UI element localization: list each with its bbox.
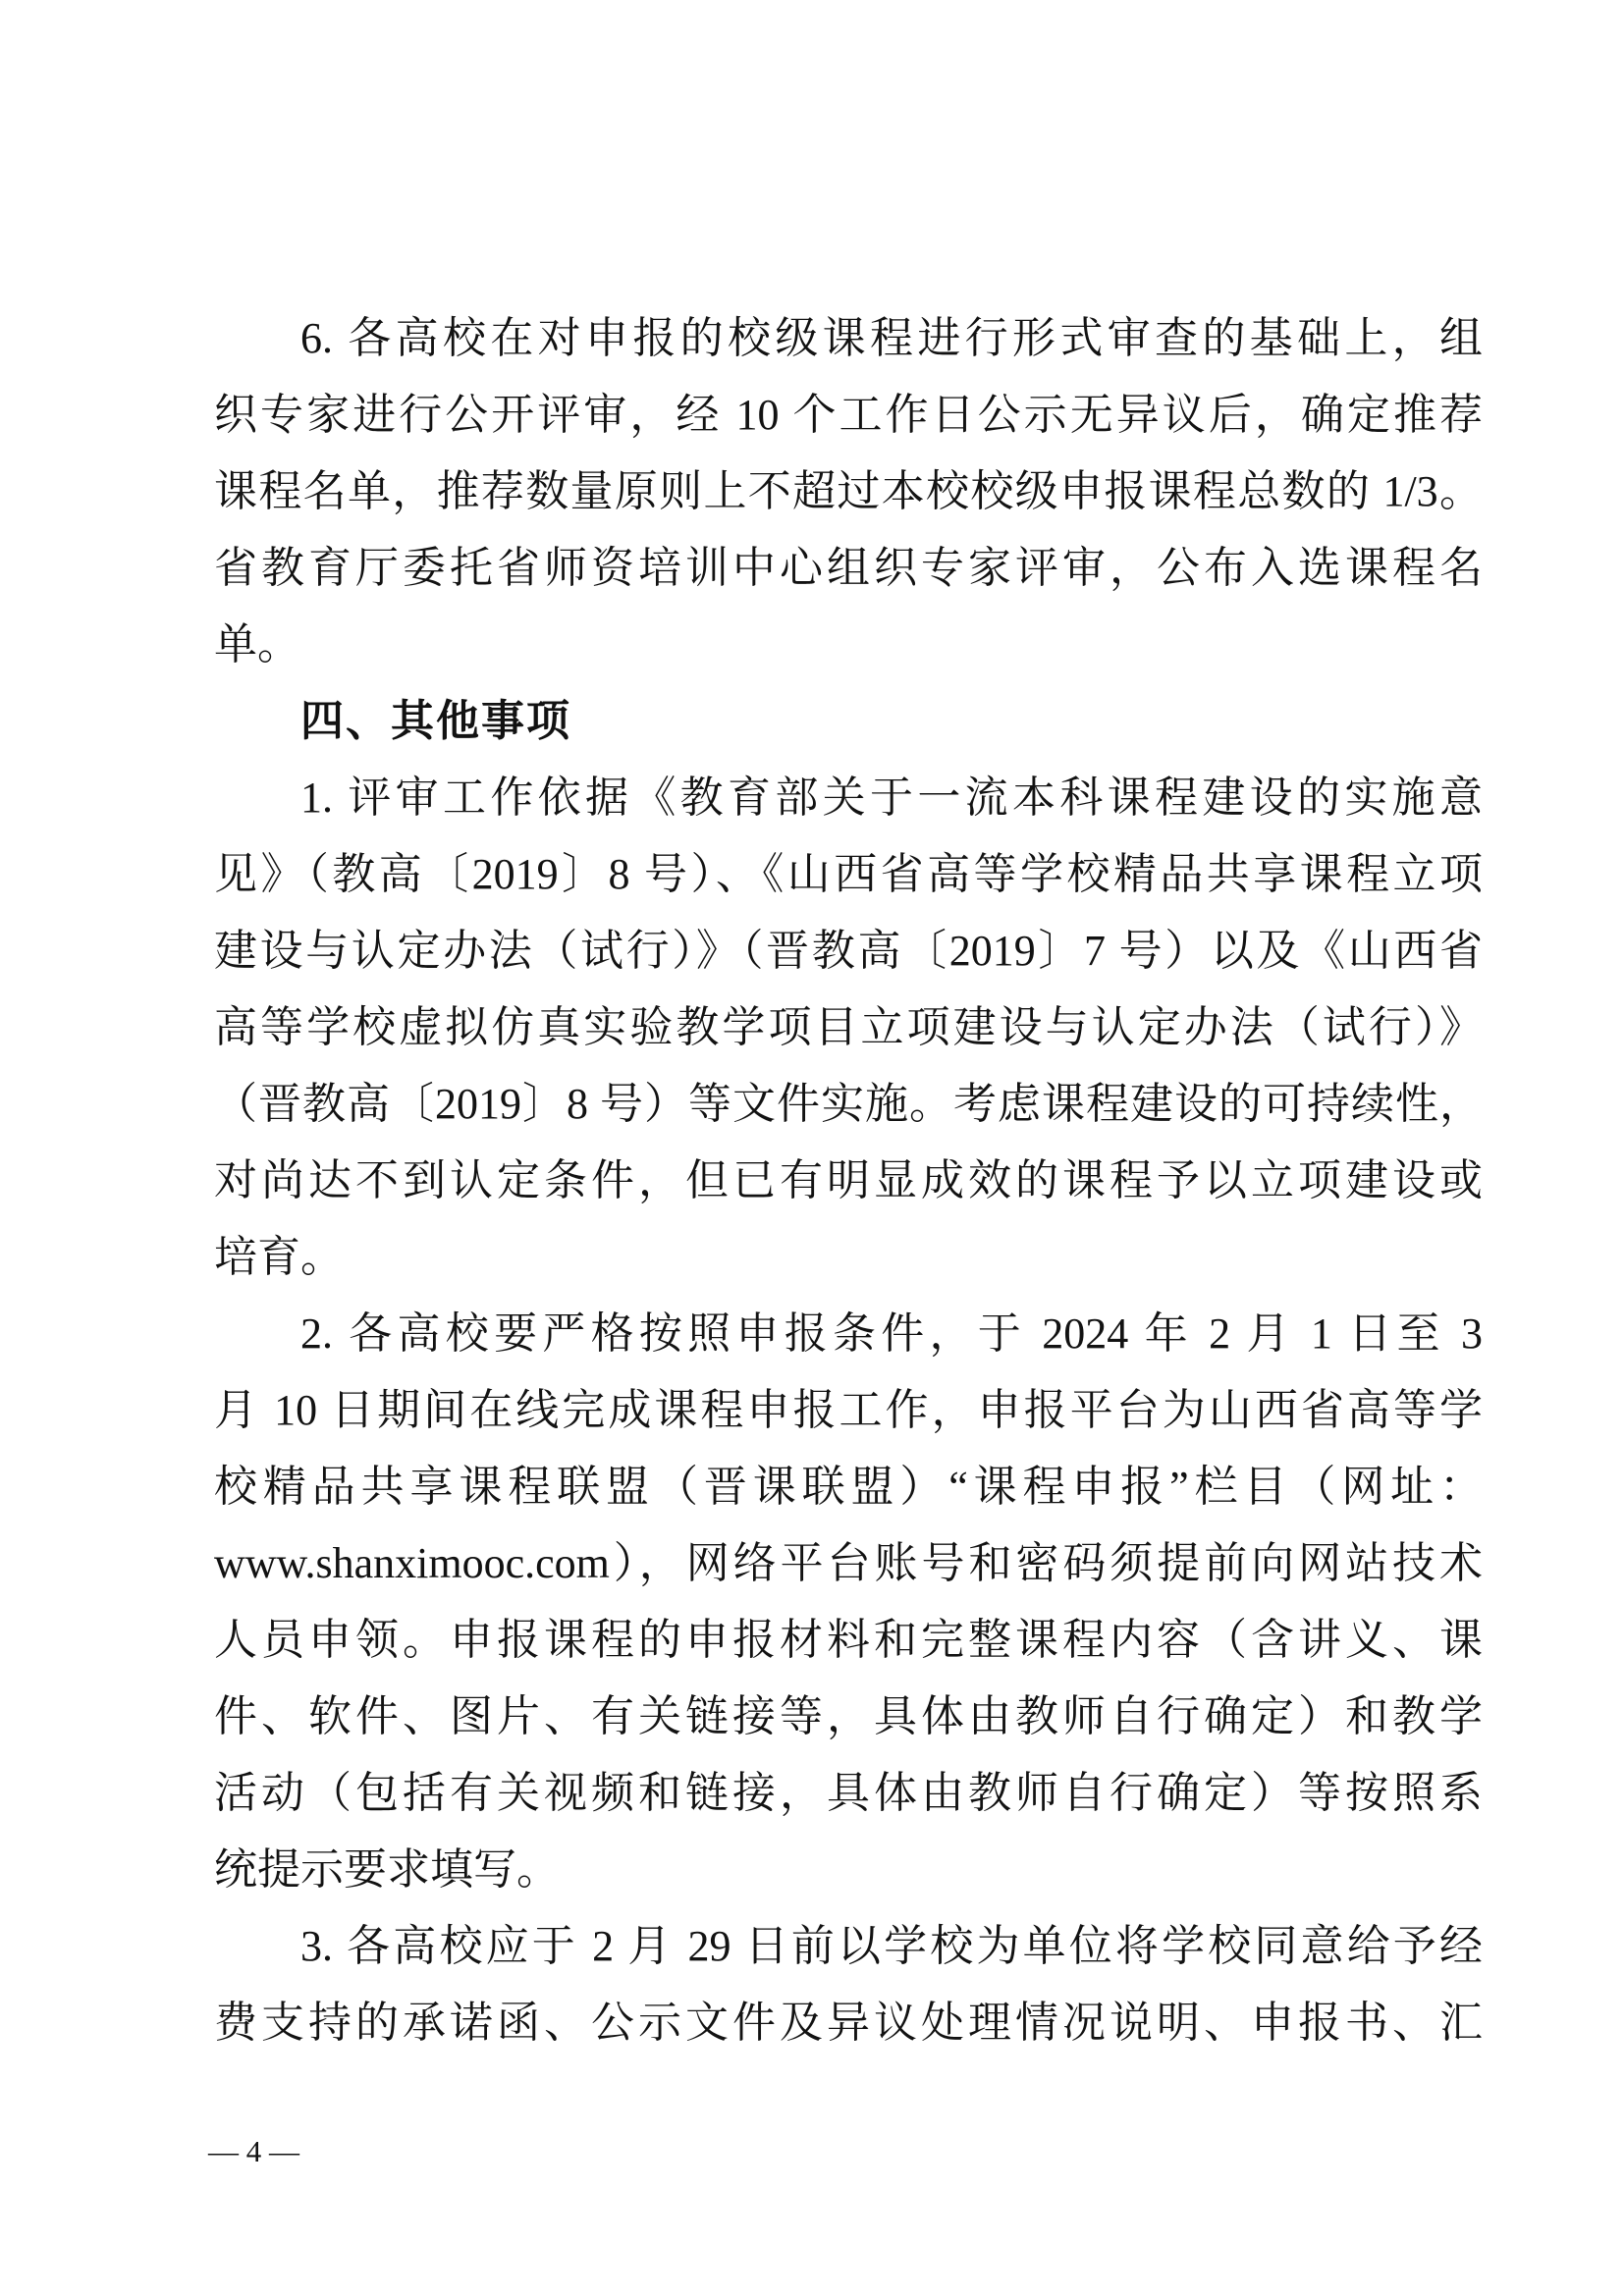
text-line: 校精品共享课程联盟（晋课联盟）“课程申报”栏目（网址： <box>214 1463 1483 1511</box>
text-line: 费支持的承诺函、公示文件及异议处理情况说明、申报书、汇 <box>214 1999 1483 2047</box>
text-line: 人员申领。申报课程的申报材料和完整课程内容（含讲义、课 <box>214 1616 1483 1664</box>
section-heading: 四、其他事项 <box>300 697 571 745</box>
text-line: 活动（包括有关视频和链接，具体由教师自行确定）等按照系 <box>214 1769 1483 1817</box>
text-line: 省教育厅委托省师资培训中心组织专家评审，公布入选课程名 <box>214 544 1483 592</box>
text-line: 件、软件、图片、有关链接等，具体由教师自行确定）和教学 <box>214 1692 1483 1740</box>
text-line: 培育。 <box>214 1233 344 1281</box>
text-line: 织专家进行公开评审，经 10 个工作日公示无异议后，确定推荐 <box>214 391 1483 439</box>
text-line: 单。 <box>214 620 300 668</box>
text-line: 1. 评审工作依据《教育部关于一流本科课程建设的实施意 <box>300 774 1483 822</box>
text-line: 2. 各高校要严格按照申报条件，于 2024 年 2 月 1 日至 3 <box>300 1309 1483 1358</box>
text-line: www.shanximooc.com），网络平台账号和密码须提前向网站技术 <box>214 1539 1483 1587</box>
text-line: （晋教高〔2019〕8 号）等文件实施。考虑课程建设的可持续性， <box>214 1080 1483 1128</box>
text-line: 月 10 日期间在线完成课程申报工作，申报平台为山西省高等学 <box>214 1386 1483 1434</box>
text-line: 建设与认定办法（试行）》（晋教高〔2019〕7 号）以及《山西省 <box>214 927 1483 975</box>
text-line: 统提示要求填写。 <box>214 1845 560 1894</box>
page-number: — 4 — <box>208 2134 299 2168</box>
text-line: 3. 各高校应于 2 月 29 日前以学校为单位将学校同意给予经 <box>300 1922 1483 1970</box>
text-line: 课程名单，推荐数量原则上不超过本校校级申报课程总数的 1/3。 <box>214 467 1483 515</box>
document-body <box>214 300 1483 2061</box>
text-line: 见》（教高〔2019〕8 号）、《山西省高等学校精品共享课程立项 <box>214 850 1483 898</box>
text-line: 高等学校虚拟仿真实验教学项目立项建设与认定办法（试行）》 <box>214 1003 1483 1051</box>
text-line: 6. 各高校在对申报的校级课程进行形式审查的基础上，组 <box>300 314 1483 362</box>
text-line: 对尚达不到认定条件，但已有明显成效的课程予以立项建设或 <box>214 1156 1483 1204</box>
